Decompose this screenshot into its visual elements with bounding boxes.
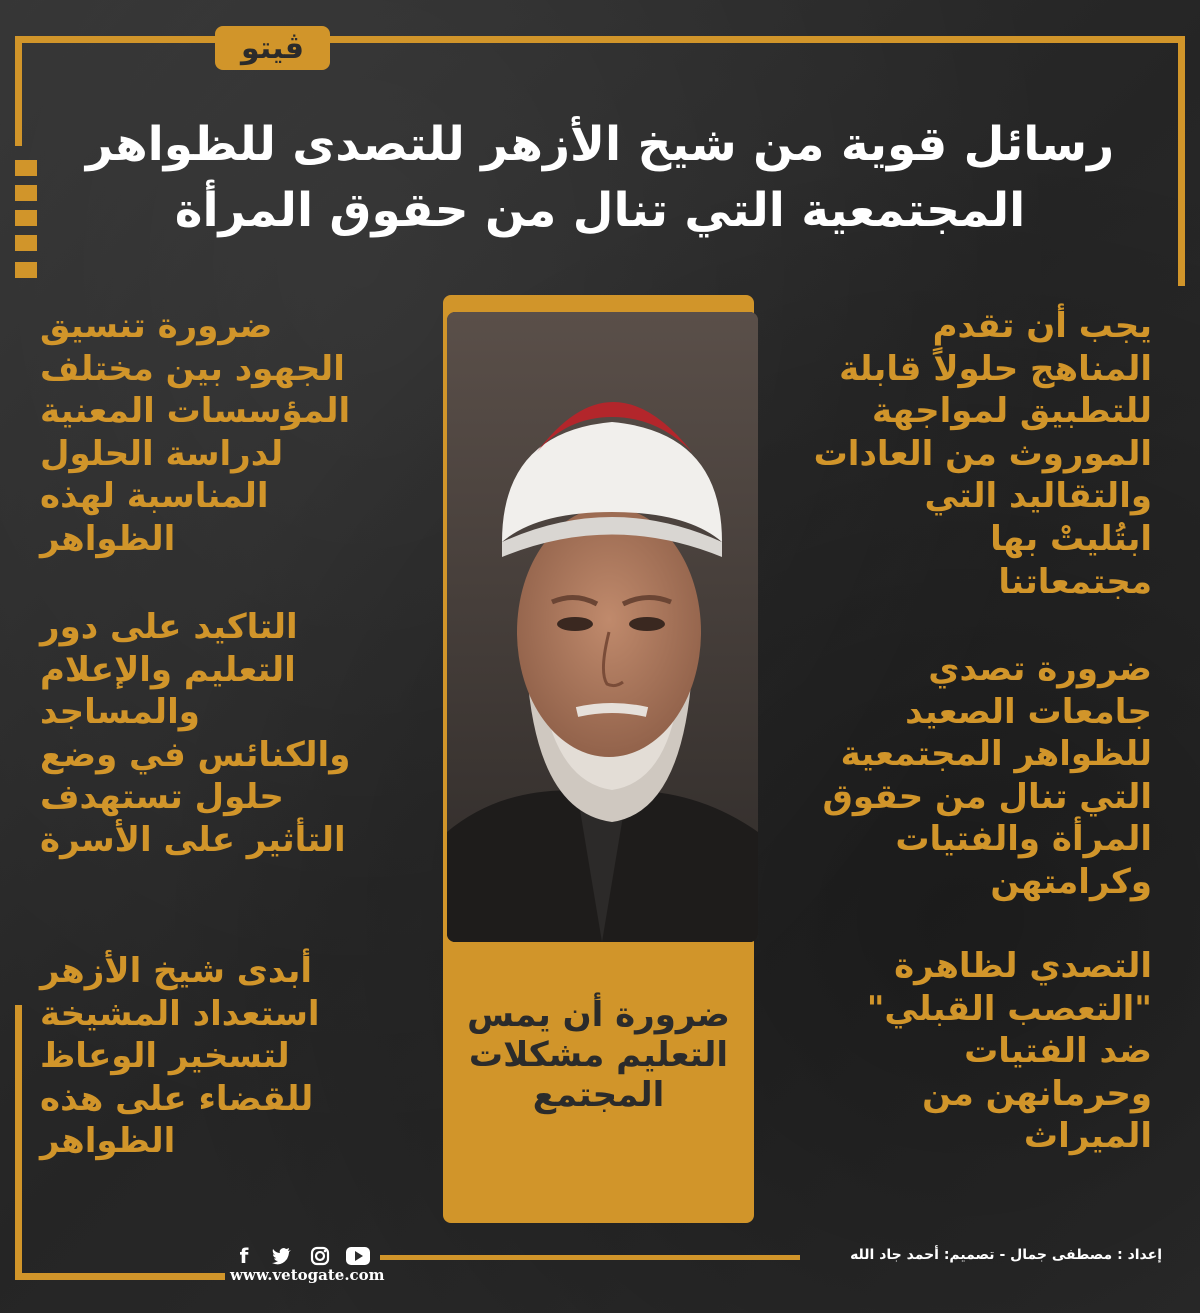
instagram-icon[interactable] (308, 1245, 332, 1267)
frame-left-line (15, 36, 22, 146)
credits-divider (380, 1255, 800, 1260)
frame-tick (15, 235, 37, 251)
facebook-icon[interactable]: f (239, 1244, 249, 1268)
frame-bottom-line (15, 1273, 225, 1280)
portrait-photo (447, 312, 758, 942)
frame-tick (15, 210, 37, 226)
right-point-1: يجب أن تقدم المناهج حلولاً قابلة للتطبيق لمواجهة الموروث من العادات والتقاليد التي ابتُليتْ بها مجتمعاتنا (813, 306, 1152, 602)
frame-tick (15, 185, 37, 201)
portrait-illustration (447, 312, 758, 942)
frame-left-line-bottom (15, 1005, 22, 1280)
right-point-2: ضرورة تصدي جامعات الصعيد للظواهر المجتمعية التي تنال من حقوق المرأة والفتيات وكرامتهن (822, 649, 1152, 902)
right-point-3: التصدي لظاهرة "التعصب القبلي" ضد الفتيات وحرمانهن من الميراث (866, 946, 1152, 1157)
frame-top-line (15, 36, 215, 43)
twitter-icon[interactable] (270, 1245, 294, 1267)
brand-logo[interactable] (215, 26, 330, 70)
center-caption: ضرورة أن يمس التعليم مشكلات المجتمع (467, 995, 730, 1115)
page-title: رسائل قوية من شيخ الأزهر للتصدى للظواهر المجتمعية التي تنال من حقوق المرأة (85, 117, 1115, 238)
frame-right-line (1178, 36, 1185, 286)
youtube-icon[interactable] (346, 1245, 370, 1267)
left-point-2: التاكيد على دور التعليم والإعلام والمساجد والكنائس في وضع حلول تستهدف التأثير على الأسرة (40, 607, 351, 860)
website-link[interactable]: www.vetogate.com (230, 1266, 385, 1284)
frame-tick (15, 262, 37, 278)
brand-logo-text: ڤيتو (241, 30, 304, 66)
frame-tick (15, 160, 37, 176)
frame-top-line-right (330, 36, 1185, 43)
left-point-1: ضرورة تنسيق الجهود بين مختلف المؤسسات المعنية لدراسة الحلول المناسبة لهذه الظواهر (40, 306, 351, 559)
left-point-3: أبدى شيخ الأزهر استعداد المشيخة لتسخير الوعاظ للقضاء على هذه الظواهر (40, 951, 320, 1162)
credits-text: إعداد : مصطفى جمال - تصميم: أحمد جاد الله (850, 1247, 1162, 1263)
